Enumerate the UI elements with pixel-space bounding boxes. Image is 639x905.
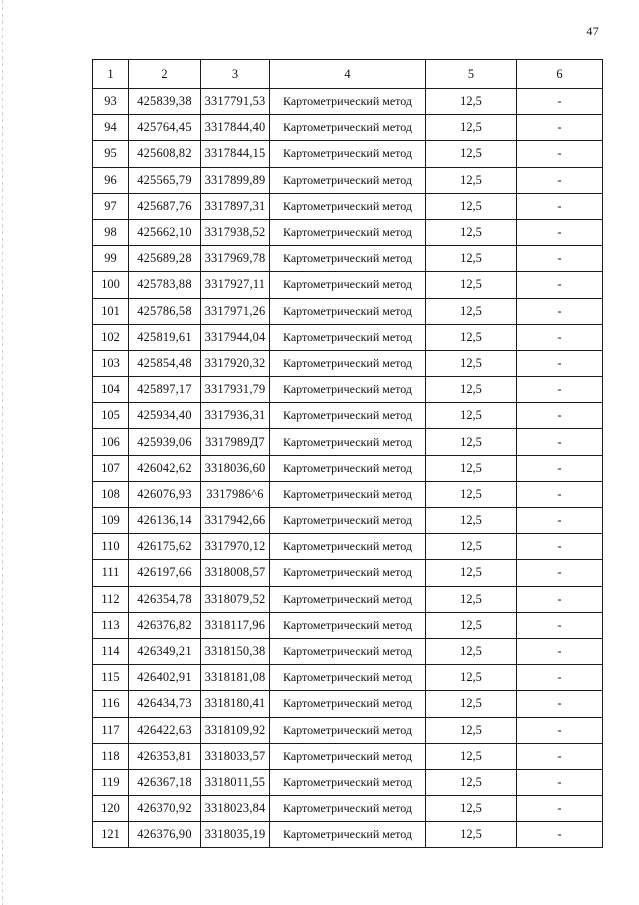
table-row [93, 324, 603, 350]
note-cell: - [517, 219, 603, 245]
table-row [93, 717, 603, 743]
y-coordinate-cell: 3317970,12 [201, 534, 270, 560]
accuracy-cell: 12,5 [426, 822, 517, 848]
table-row [93, 429, 603, 455]
y-coordinate-cell: 3317920,32 [201, 350, 270, 376]
point-number-cell: 107 [93, 455, 129, 481]
note-cell: - [517, 115, 603, 141]
y-coordinate-cell: 3318036,60 [201, 455, 270, 481]
point-number-cell: 101 [93, 298, 129, 324]
x-coordinate-cell: 426376,82 [129, 612, 201, 638]
y-coordinate-cell: 3317931,79 [201, 377, 270, 403]
y-coordinate-cell: 3318117,96 [201, 612, 270, 638]
point-number-cell: 121 [93, 822, 129, 848]
point-number-cell: 115 [93, 665, 129, 691]
x-coordinate-cell: 426175,62 [129, 534, 201, 560]
x-coordinate-cell: 425662,10 [129, 219, 201, 245]
coordinates-table [92, 59, 603, 848]
point-number-cell: 113 [93, 612, 129, 638]
note-cell: - [517, 769, 603, 795]
column-header-1: 1 [93, 60, 129, 89]
table-row [93, 586, 603, 612]
accuracy-cell: 12,5 [426, 377, 517, 403]
point-number-cell: 103 [93, 350, 129, 376]
note-cell: - [517, 586, 603, 612]
table-row [93, 612, 603, 638]
accuracy-cell: 12,5 [426, 534, 517, 560]
accuracy-cell: 12,5 [426, 586, 517, 612]
point-number-cell: 114 [93, 638, 129, 664]
point-number-cell: 93 [93, 89, 129, 115]
x-coordinate-cell: 425839,38 [129, 89, 201, 115]
point-number-cell: 118 [93, 743, 129, 769]
point-number-cell: 117 [93, 717, 129, 743]
note-cell: - [517, 717, 603, 743]
accuracy-cell: 12,5 [426, 560, 517, 586]
table-row [93, 219, 603, 245]
x-coordinate-cell: 426042,62 [129, 455, 201, 481]
y-coordinate-cell: 3318023,84 [201, 796, 270, 822]
table-row [93, 115, 603, 141]
point-number-cell: 97 [93, 193, 129, 219]
accuracy-cell: 12,5 [426, 272, 517, 298]
point-number-cell: 119 [93, 769, 129, 795]
point-number-cell: 110 [93, 534, 129, 560]
method-cell: Картометрический метод [270, 534, 426, 560]
point-number-cell: 112 [93, 586, 129, 612]
y-coordinate-cell: 3317938,52 [201, 219, 270, 245]
column-header-4: 4 [270, 60, 426, 89]
method-cell: Картометрический метод [270, 822, 426, 848]
point-number-cell: 94 [93, 115, 129, 141]
method-cell: Картометрический метод [270, 324, 426, 350]
point-number-cell: 108 [93, 481, 129, 507]
x-coordinate-cell: 425854,48 [129, 350, 201, 376]
note-cell: - [517, 89, 603, 115]
accuracy-cell: 12,5 [426, 403, 517, 429]
table-row [93, 350, 603, 376]
note-cell: - [517, 534, 603, 560]
note-cell: - [517, 324, 603, 350]
method-cell: Картометрический метод [270, 193, 426, 219]
note-cell: - [517, 612, 603, 638]
page-edge [2, 0, 3, 905]
y-coordinate-cell: 3317986^6 [201, 481, 270, 507]
table-header [93, 60, 603, 89]
column-header-5: 5 [426, 60, 517, 89]
accuracy-cell: 12,5 [426, 717, 517, 743]
y-coordinate-cell: 3317897,31 [201, 193, 270, 219]
accuracy-cell: 12,5 [426, 638, 517, 664]
point-number-cell: 104 [93, 377, 129, 403]
x-coordinate-cell: 426402,91 [129, 665, 201, 691]
note-cell: - [517, 141, 603, 167]
table-row [93, 272, 603, 298]
accuracy-cell: 12,5 [426, 455, 517, 481]
method-cell: Картометрический метод [270, 219, 426, 245]
accuracy-cell: 12,5 [426, 193, 517, 219]
method-cell: Картометрический метод [270, 141, 426, 167]
x-coordinate-cell: 426376,90 [129, 822, 201, 848]
table-row [93, 481, 603, 507]
table-row [93, 743, 603, 769]
y-coordinate-cell: 3317971,26 [201, 298, 270, 324]
note-cell: - [517, 455, 603, 481]
note-cell: - [517, 377, 603, 403]
method-cell: Картометрический метод [270, 298, 426, 324]
x-coordinate-cell: 425687,76 [129, 193, 201, 219]
method-cell: Картометрический метод [270, 272, 426, 298]
table-row [93, 298, 603, 324]
table-body [93, 89, 603, 848]
method-cell: Картометрический метод [270, 350, 426, 376]
y-coordinate-cell: 3317791,53 [201, 89, 270, 115]
method-cell: Картометрический метод [270, 377, 426, 403]
x-coordinate-cell: 425939,06 [129, 429, 201, 455]
note-cell: - [517, 560, 603, 586]
note-cell: - [517, 743, 603, 769]
table-row [93, 665, 603, 691]
y-coordinate-cell: 3317936,31 [201, 403, 270, 429]
table-row [93, 89, 603, 115]
method-cell: Картометрический метод [270, 691, 426, 717]
table-row [93, 167, 603, 193]
page-number: 47 [586, 24, 599, 38]
table-row [93, 193, 603, 219]
note-cell: - [517, 691, 603, 717]
accuracy-cell: 12,5 [426, 324, 517, 350]
note-cell: - [517, 167, 603, 193]
y-coordinate-cell: 3317844,15 [201, 141, 270, 167]
table-row [93, 508, 603, 534]
note-cell: - [517, 796, 603, 822]
accuracy-cell: 12,5 [426, 141, 517, 167]
note-cell: - [517, 350, 603, 376]
method-cell: Картометрический метод [270, 638, 426, 664]
x-coordinate-cell: 426367,18 [129, 769, 201, 795]
y-coordinate-cell: 3318181,08 [201, 665, 270, 691]
method-cell: Картометрический метод [270, 246, 426, 272]
point-number-cell: 98 [93, 219, 129, 245]
method-cell: Картометрический метод [270, 612, 426, 638]
method-cell: Картометрический метод [270, 403, 426, 429]
x-coordinate-cell: 425934,40 [129, 403, 201, 429]
y-coordinate-cell: 3318033,57 [201, 743, 270, 769]
point-number-cell: 116 [93, 691, 129, 717]
note-cell: - [517, 298, 603, 324]
header-row [93, 60, 603, 89]
accuracy-cell: 12,5 [426, 89, 517, 115]
method-cell: Картометрический метод [270, 89, 426, 115]
x-coordinate-cell: 426349,21 [129, 638, 201, 664]
note-cell: - [517, 272, 603, 298]
note-cell: - [517, 665, 603, 691]
note-cell: - [517, 429, 603, 455]
table-row [93, 638, 603, 664]
accuracy-cell: 12,5 [426, 796, 517, 822]
x-coordinate-cell: 426076,93 [129, 481, 201, 507]
x-coordinate-cell: 425689,28 [129, 246, 201, 272]
table-row [93, 769, 603, 795]
note-cell: - [517, 638, 603, 664]
table-row [93, 822, 603, 848]
accuracy-cell: 12,5 [426, 612, 517, 638]
method-cell: Картометрический метод [270, 115, 426, 141]
note-cell: - [517, 481, 603, 507]
table-row [93, 691, 603, 717]
x-coordinate-cell: 425897,17 [129, 377, 201, 403]
x-coordinate-cell: 425565,79 [129, 167, 201, 193]
column-header-3: 3 [201, 60, 270, 89]
y-coordinate-cell: 3317927,11 [201, 272, 270, 298]
method-cell: Картометрический метод [270, 743, 426, 769]
table-row [93, 141, 603, 167]
method-cell: Картометрический метод [270, 167, 426, 193]
note-cell: - [517, 193, 603, 219]
x-coordinate-cell: 426434,73 [129, 691, 201, 717]
accuracy-cell: 12,5 [426, 665, 517, 691]
point-number-cell: 106 [93, 429, 129, 455]
accuracy-cell: 12,5 [426, 481, 517, 507]
y-coordinate-cell: 3318008,57 [201, 560, 270, 586]
point-number-cell: 100 [93, 272, 129, 298]
point-number-cell: 96 [93, 167, 129, 193]
method-cell: Картометрический метод [270, 560, 426, 586]
table-row [93, 455, 603, 481]
accuracy-cell: 12,5 [426, 298, 517, 324]
x-coordinate-cell: 426197,66 [129, 560, 201, 586]
point-number-cell: 120 [93, 796, 129, 822]
accuracy-cell: 12,5 [426, 769, 517, 795]
method-cell: Картометрический метод [270, 481, 426, 507]
accuracy-cell: 12,5 [426, 691, 517, 717]
x-coordinate-cell: 426370,92 [129, 796, 201, 822]
x-coordinate-cell: 425608,82 [129, 141, 201, 167]
x-coordinate-cell: 425786,58 [129, 298, 201, 324]
table-row [93, 796, 603, 822]
x-coordinate-cell: 425819,61 [129, 324, 201, 350]
point-number-cell: 102 [93, 324, 129, 350]
note-cell: - [517, 508, 603, 534]
method-cell: Картометрический метод [270, 586, 426, 612]
method-cell: Картометрический метод [270, 717, 426, 743]
accuracy-cell: 12,5 [426, 429, 517, 455]
y-coordinate-cell: 3318109,92 [201, 717, 270, 743]
y-coordinate-cell: 3317844,40 [201, 115, 270, 141]
note-cell: - [517, 246, 603, 272]
x-coordinate-cell: 426136,14 [129, 508, 201, 534]
y-coordinate-cell: 3318150,38 [201, 638, 270, 664]
point-number-cell: 99 [93, 246, 129, 272]
accuracy-cell: 12,5 [426, 219, 517, 245]
accuracy-cell: 12,5 [426, 743, 517, 769]
y-coordinate-cell: 3318180,41 [201, 691, 270, 717]
method-cell: Картометрический метод [270, 796, 426, 822]
note-cell: - [517, 403, 603, 429]
method-cell: Картометрический метод [270, 665, 426, 691]
table-row [93, 403, 603, 429]
point-number-cell: 109 [93, 508, 129, 534]
y-coordinate-cell: 3318011,55 [201, 769, 270, 795]
x-coordinate-cell: 426354,78 [129, 586, 201, 612]
column-header-2: 2 [129, 60, 201, 89]
table-row [93, 560, 603, 586]
y-coordinate-cell: 3317944,04 [201, 324, 270, 350]
y-coordinate-cell: 3317969,78 [201, 246, 270, 272]
y-coordinate-cell: 3317899,89 [201, 167, 270, 193]
accuracy-cell: 12,5 [426, 115, 517, 141]
x-coordinate-cell: 425783,88 [129, 272, 201, 298]
accuracy-cell: 12,5 [426, 350, 517, 376]
point-number-cell: 111 [93, 560, 129, 586]
x-coordinate-cell: 425764,45 [129, 115, 201, 141]
method-cell: Картометрический метод [270, 429, 426, 455]
table-row [93, 377, 603, 403]
method-cell: Картометрический метод [270, 769, 426, 795]
table-row [93, 534, 603, 560]
y-coordinate-cell: 3317989Д7 [201, 429, 270, 455]
point-number-cell: 105 [93, 403, 129, 429]
method-cell: Картометрический метод [270, 508, 426, 534]
y-coordinate-cell: 3317942,66 [201, 508, 270, 534]
note-cell: - [517, 822, 603, 848]
method-cell: Картометрический метод [270, 455, 426, 481]
y-coordinate-cell: 3318079,52 [201, 586, 270, 612]
table-row [93, 246, 603, 272]
y-coordinate-cell: 3318035,19 [201, 822, 270, 848]
accuracy-cell: 12,5 [426, 246, 517, 272]
x-coordinate-cell: 426353,81 [129, 743, 201, 769]
accuracy-cell: 12,5 [426, 167, 517, 193]
accuracy-cell: 12,5 [426, 508, 517, 534]
column-header-6: 6 [517, 60, 603, 89]
point-number-cell: 95 [93, 141, 129, 167]
x-coordinate-cell: 426422,63 [129, 717, 201, 743]
